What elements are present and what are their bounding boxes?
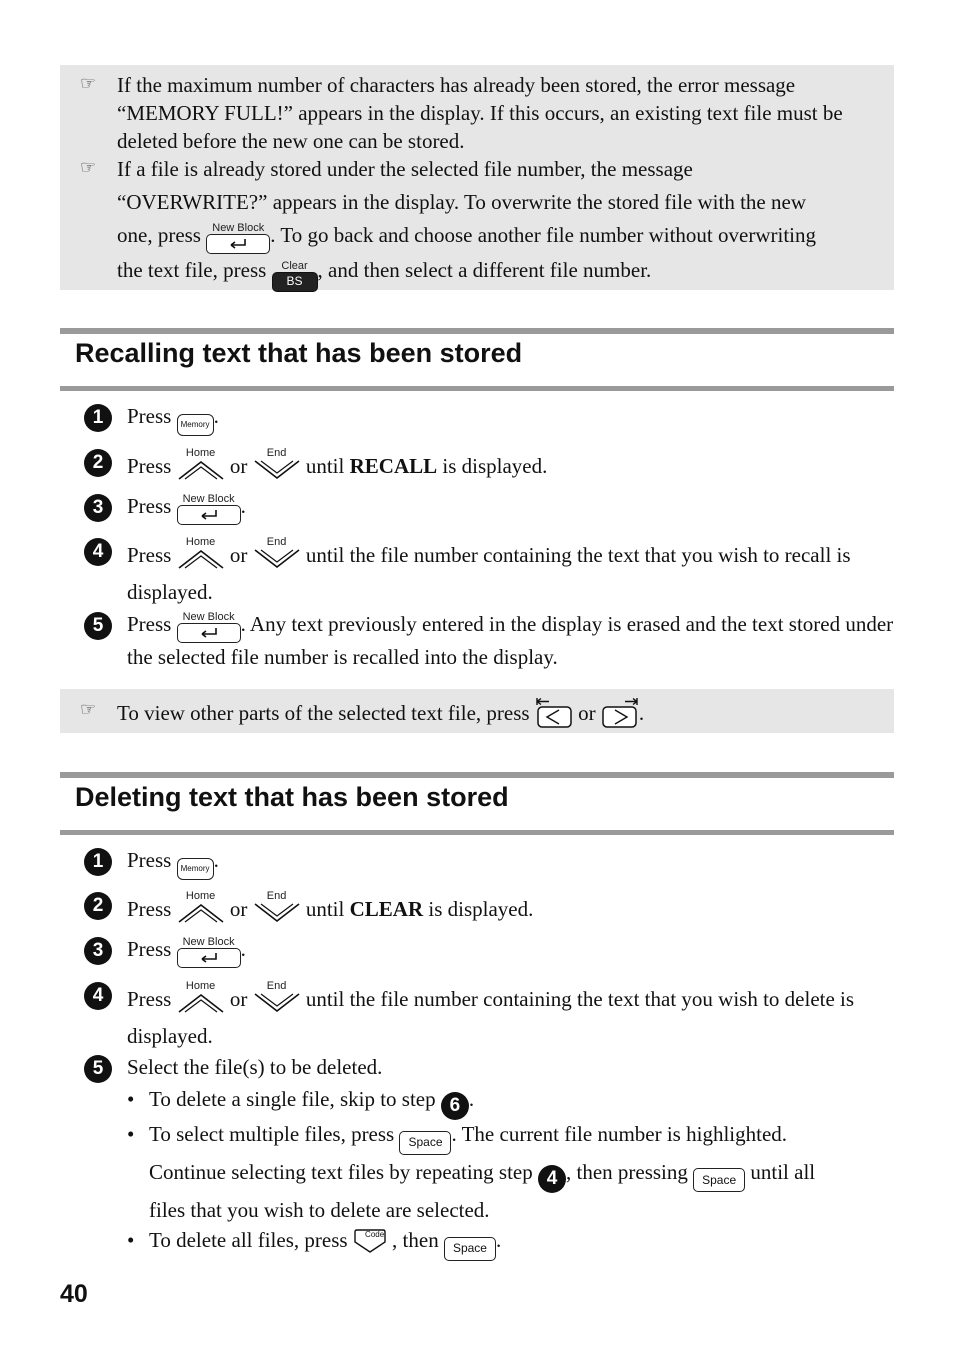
pointing-hand-icon: ☞: [80, 157, 97, 178]
delete-step-5: [84, 1053, 894, 1263]
note-text: . To go back and choose another file number without overwriting: [270, 223, 816, 247]
step-ref-badge: 6: [441, 1092, 469, 1120]
note-text: If the maximum number of characters has already been stored, the error message “MEMORY FULL!” appears in the display. If this occurs, an existing text file must be deleted before the new one can be stored.: [117, 73, 843, 153]
bullet-text: Continue selecting text files by repeating step: [149, 1159, 533, 1184]
new-block-key: [206, 222, 270, 254]
step-number: 4: [84, 538, 112, 566]
note-line: “OVERWRITE?” appears in the display. To overwrite the stored file with the new: [117, 190, 806, 214]
key-label: End: [266, 447, 287, 459]
step-number: 1: [84, 848, 112, 876]
note-text: one, press: [117, 223, 201, 247]
right-arrow-key: [601, 695, 639, 736]
bullet-item-multiple: [149, 1117, 894, 1228]
home-key: [177, 536, 225, 578]
section-title: Deleting text that has been stored: [75, 782, 509, 812]
bullet-item-all: [149, 1223, 894, 1269]
key-label: Home: [185, 890, 216, 902]
key-label: End: [266, 890, 287, 902]
step-text: until the file number containing the text that you wish to recall is displayed.: [127, 543, 851, 604]
bs-key: [272, 260, 318, 292]
note-text: or: [578, 701, 596, 725]
note-box-recall: [60, 689, 894, 733]
step-number: 5: [84, 1055, 112, 1083]
down-arrow-icon: [253, 992, 301, 1014]
space-keycap: Space: [399, 1131, 451, 1155]
down-arrow-icon: [253, 548, 301, 570]
end-key: [253, 536, 301, 578]
step-text: is displayed.: [442, 454, 548, 478]
bullet-text: To select multiple files, press: [149, 1122, 395, 1146]
step-text: or: [229, 897, 248, 921]
key-label: New Block: [182, 611, 235, 623]
section-header-recall: [60, 328, 894, 391]
key-label: New Block: [182, 936, 235, 948]
code-key: [353, 1228, 392, 1269]
end-key: [253, 890, 301, 932]
bullet-text: To delete all files, press: [149, 1228, 348, 1252]
step-text: until: [305, 897, 345, 921]
page-number: 40: [60, 1280, 88, 1308]
note-text: , and then select a different file number.: [317, 258, 652, 282]
home-key: [177, 447, 225, 489]
step-text: . Any text previously entered in the display is erased and the text stored under the selected file number is recalled into the display.: [127, 612, 894, 669]
step-text: Press: [127, 404, 172, 428]
space-key: [693, 1168, 745, 1192]
step-text: .: [240, 937, 246, 961]
step-text: until the file number containing the text that you wish to delete is displayed.: [127, 987, 855, 1048]
step-text: Press: [127, 494, 172, 518]
step-text: Press: [127, 937, 172, 961]
step-keyword: CLEAR: [349, 897, 424, 921]
key-label: Home: [185, 980, 216, 992]
home-key: [177, 890, 225, 932]
step-text: Press: [127, 454, 172, 478]
step-text: or: [229, 987, 248, 1011]
step-number: 1: [84, 404, 112, 432]
key-label: End: [266, 536, 287, 548]
key-label: Home: [185, 536, 216, 548]
new-block-key: [177, 936, 241, 968]
memory-keycap: Memory: [177, 414, 214, 436]
section-header-delete: [60, 772, 894, 835]
new-block-key: [177, 611, 241, 643]
right-arrow-icon: [601, 695, 639, 729]
key-label: New Block: [212, 222, 265, 234]
section-title: Recalling text that has been stored: [75, 338, 523, 368]
bs-keycap: BS: [272, 272, 318, 292]
note-box-top: [60, 65, 894, 290]
note-text: To view other parts of the selected text file, press: [117, 701, 530, 725]
bullet: •: [127, 1122, 135, 1146]
step-keyword: RECALL: [349, 454, 438, 478]
key-label: Clear: [281, 259, 308, 272]
memory-key: [177, 414, 214, 436]
bullet: •: [127, 1228, 135, 1252]
bullet-text: files that you wish to delete are selected.: [149, 1197, 490, 1222]
key-label: End: [266, 980, 287, 992]
bullet-text: , then: [392, 1228, 439, 1252]
step-text: Select the file(s) to be deleted.: [127, 1055, 383, 1079]
bullet-text: To delete a single file, skip to step: [149, 1087, 436, 1111]
space-keycap: Space: [693, 1168, 745, 1192]
bullet-text: . The current file number is highlighted.: [451, 1122, 788, 1146]
memory-key: [177, 858, 214, 880]
step-text: or: [229, 543, 248, 567]
left-arrow-icon: [535, 695, 573, 729]
step-number: 4: [84, 982, 112, 1010]
memory-keycap: Memory: [177, 858, 214, 880]
step-number: 5: [84, 612, 112, 640]
pointing-hand-icon: ☞: [80, 699, 97, 720]
step-text: .: [240, 494, 246, 518]
step-number: 2: [84, 892, 112, 920]
step-text: Press: [127, 543, 172, 567]
step-number: 2: [84, 449, 112, 477]
down-arrow-icon: [253, 459, 301, 481]
enter-arrow-icon: [206, 234, 270, 254]
step-text: is displayed.: [428, 897, 534, 921]
space-key: [399, 1131, 451, 1155]
space-keycap: Space: [444, 1237, 496, 1261]
step-text: until: [305, 454, 345, 478]
note-text: the text file, press: [117, 258, 267, 282]
home-key: [177, 980, 225, 1022]
key-label: Home: [185, 447, 216, 459]
step-number: 3: [84, 494, 112, 522]
space-key: [444, 1237, 496, 1261]
step-text: Press: [127, 987, 172, 1011]
step-text: or: [229, 454, 248, 478]
step-text: .: [213, 404, 219, 428]
note-line: [117, 254, 872, 292]
end-key: [253, 447, 301, 489]
up-arrow-icon: [177, 548, 225, 570]
step-number: 3: [84, 937, 112, 965]
step-text: Press: [127, 897, 172, 921]
up-arrow-icon: [177, 992, 225, 1014]
left-arrow-key: [535, 695, 573, 736]
pointing-hand-icon: ☞: [80, 73, 97, 94]
note-line: If a file is already stored under the selected file number, the message: [117, 157, 693, 181]
step-text: Press: [127, 848, 172, 872]
enter-arrow-icon: [177, 505, 241, 525]
bullet-text: , then pressing: [565, 1159, 688, 1184]
up-arrow-icon: [177, 459, 225, 481]
note-text: .: [638, 701, 645, 725]
note-line: [117, 219, 872, 254]
bullet-text: .: [468, 1087, 475, 1111]
bullet-item-single: [149, 1082, 894, 1120]
new-block-key: [177, 493, 241, 525]
key-label: New Block: [182, 493, 235, 505]
step-text: Press: [127, 612, 172, 636]
bullet: •: [127, 1087, 135, 1111]
up-arrow-icon: [177, 902, 225, 924]
step-ref-badge: 4: [538, 1165, 566, 1193]
step-text: .: [213, 848, 219, 872]
enter-arrow-icon: [177, 948, 241, 968]
down-arrow-icon: [253, 902, 301, 924]
bullet-text: until all: [750, 1159, 816, 1184]
end-key: [253, 980, 301, 1022]
enter-arrow-icon: [177, 623, 241, 643]
code-key-label: Code: [365, 1230, 385, 1239]
bullet-text: .: [495, 1228, 502, 1252]
